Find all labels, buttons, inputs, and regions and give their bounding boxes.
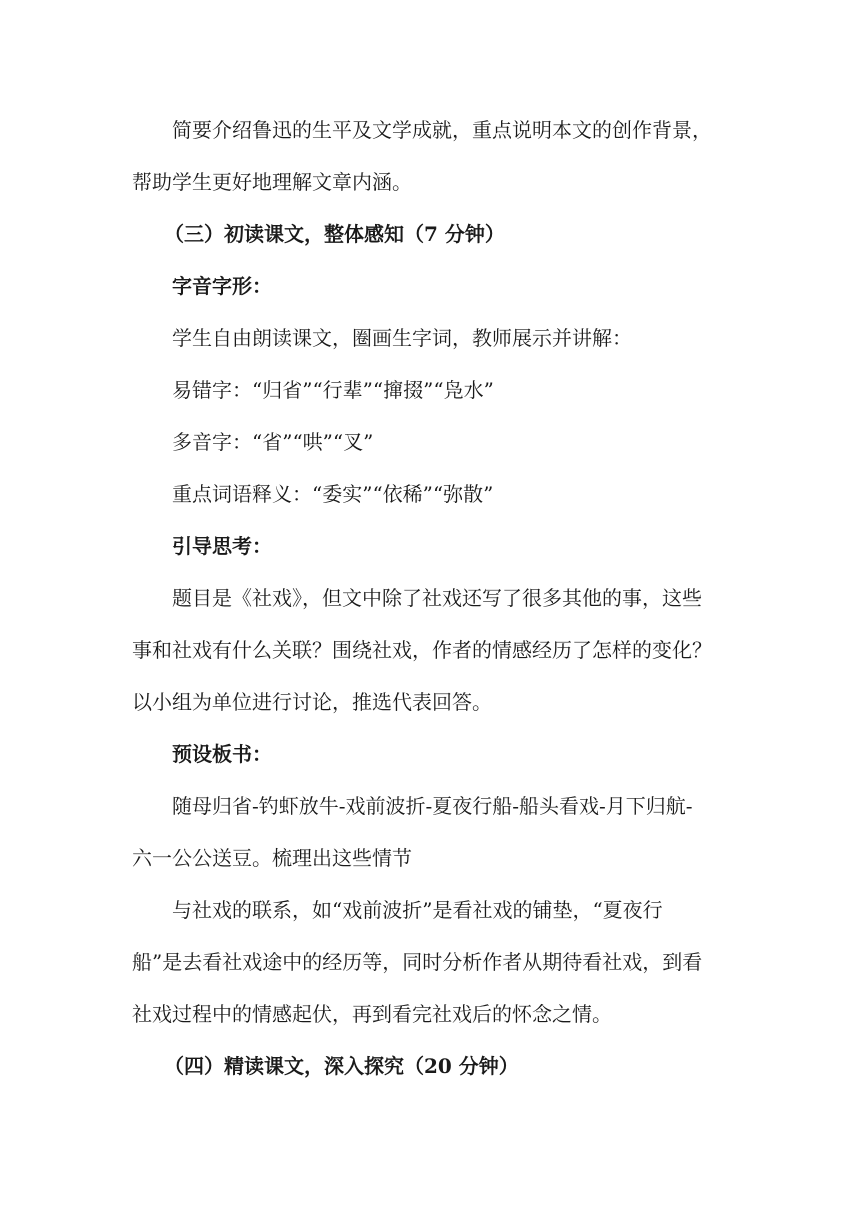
paragraph-line: 事和社戏有什么关联？围绕社戏，作者的情感经历了怎样的变化？ [132, 638, 712, 662]
section-heading-3: （三）初读课文，整体感知（7 分钟） [164, 222, 505, 246]
paragraph-line: 以小组为单位进行讨论，推选代表回答。 [132, 690, 492, 714]
paragraph-line: 船”是去看社戏途中的经历等，同时分析作者从期待看社戏，到看 [132, 950, 703, 974]
subheading-board: 预设板书： [172, 742, 272, 766]
paragraph-line: 随母归省-钓虾放牛-戏前波折-夏夜行船-船头看戏-月下归航- [172, 794, 693, 818]
paragraph-line: 与社戏的联系，如“戏前波折”是看社戏的铺垫，“夏夜行 [172, 898, 663, 922]
subheading-pronunciation: 字音字形： [172, 274, 272, 298]
paragraph-line: 学生自由朗读课文，圈画生字词，教师展示并讲解： [172, 326, 632, 350]
paragraph-line: 多音字：“省”“哄”“叉” [172, 430, 374, 454]
paragraph-line: 帮助学生更好地理解文章内涵。 [132, 170, 412, 194]
paragraph-line: 重点词语释义：“委实”“依稀”“弥散” [172, 482, 494, 506]
paragraph-line: 六一公公送豆。梳理出这些情节 [132, 846, 412, 870]
subheading-guide: 引导思考： [172, 534, 272, 558]
paragraph-line: 易错字：“归省”“行辈”“撺掇”“凫水” [172, 378, 494, 402]
paragraph-line: 题目是《社戏》，但文中除了社戏还写了很多其他的事，这些 [172, 586, 702, 610]
paragraph-line: 简要介绍鲁迅的生平及文学成就，重点说明本文的创作背景， [172, 118, 712, 142]
paragraph-line: 社戏过程中的情感起伏，再到看完社戏后的怀念之情。 [132, 1002, 612, 1026]
section-heading-4: （四）精读课文，深入探究（20 分钟） [164, 1054, 519, 1078]
